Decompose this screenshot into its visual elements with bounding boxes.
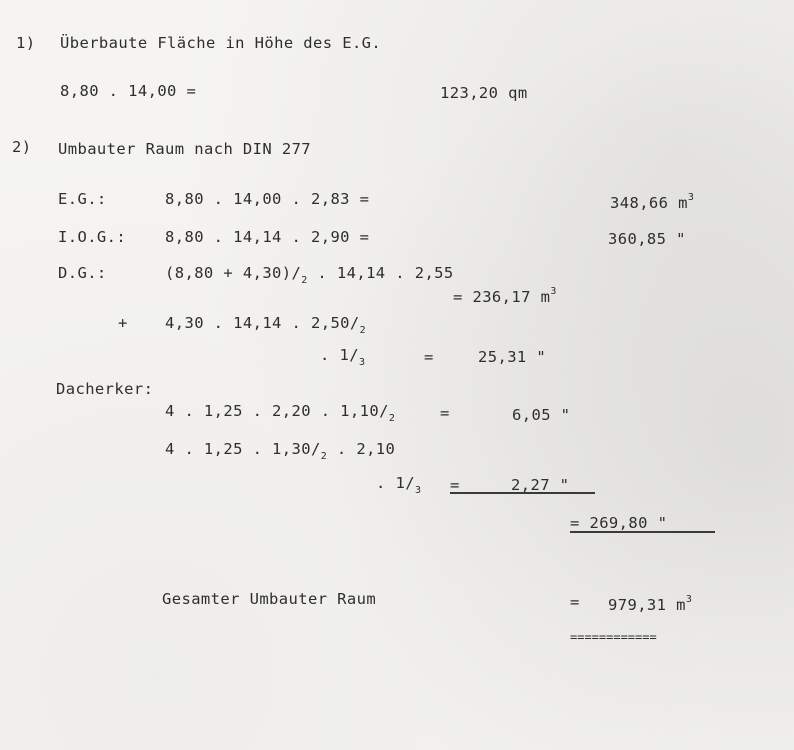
subtotal-underline: [570, 531, 715, 533]
dacherker-line-2: 4 . 1,25 . $1,30/_2$ . 2,10: [165, 440, 396, 462]
iog-calc: 8,80 . 14,14 . 2,90 =: [165, 228, 370, 246]
total-label: Gesamter Umbauter Raum: [162, 590, 377, 608]
section-1-number: 1): [16, 34, 36, 52]
eg-calc: 8,80 . 14,00 . 2,83 =: [165, 190, 370, 208]
dacherker-line-3-eq: =: [450, 476, 460, 494]
dacherker-label: Dacherker:: [56, 380, 154, 398]
dacherker-line-1-value: 6,05 ": [512, 406, 571, 424]
dg-result: = 236,17 $m^3$: [453, 286, 557, 307]
dg-line-1: $(8,80 + 4,30)/_2$ . 14,14 . 2,55: [165, 264, 454, 286]
dacherker-line-1-eq: =: [440, 404, 450, 422]
section-1-calc: 8,80 . 14,00 =: [60, 82, 197, 100]
section-2-number: 2): [12, 138, 32, 156]
iog-label: I.O.G.:: [58, 228, 127, 246]
dg-line-4: . $1/_3$: [320, 346, 366, 368]
dg-line-3: 4,30 . 14,14 . $2,50/_2$: [165, 314, 367, 336]
total-double-underline: ============: [570, 630, 657, 644]
eg-value: 348,66 $m^3$: [610, 192, 695, 213]
dg-line-4-value: 25,31 ": [478, 348, 547, 366]
iog-value: 360,85 ": [608, 230, 686, 248]
dacherker-underline: [450, 492, 595, 494]
dg-line-4-eq: =: [424, 348, 434, 366]
section-1-result: 123,20 qm: [440, 84, 528, 102]
subtotal-value: = 269,80 ": [570, 514, 668, 532]
section-2-title: Umbauter Raum nach DIN 277: [58, 140, 312, 158]
dacherker-line-1: 4 . 1,25 . 2,20 . $1,10/_2$: [165, 402, 396, 424]
eg-label: E.G.:: [58, 190, 107, 208]
section-1-title: Überbaute Fläche in Höhe des E.G.: [60, 34, 382, 52]
total-value: 979,31 $m^3$: [608, 594, 693, 615]
dacherker-line-3: . $1/_3$: [376, 474, 422, 496]
dg-label: D.G.:: [58, 264, 107, 282]
dg-plus-sign: +: [118, 314, 128, 332]
dacherker-line-3-value: 2,27 ": [511, 476, 570, 494]
total-eq: =: [570, 593, 580, 611]
